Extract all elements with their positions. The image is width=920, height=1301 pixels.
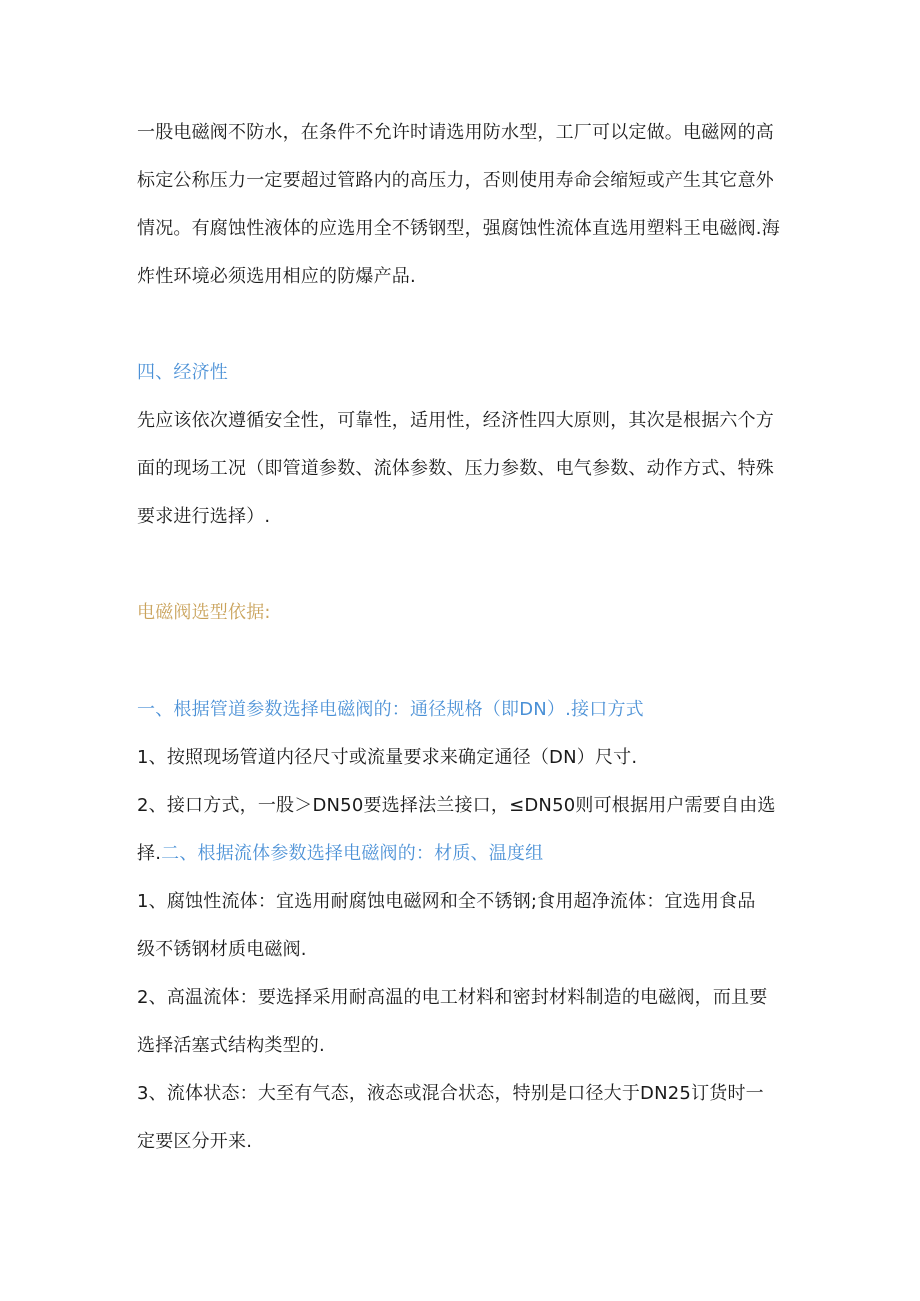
basis-heading: 电磁阀选型依据: [137,602,271,623]
sub1-item2-line2 [137,841,797,867]
sub2-item-line-1: 1、腐蚀性流体：宜选用耐腐蚀电磁网和全不锈钢;食用超净流体：宜选用食品 [137,891,756,912]
paragraph1-line-4: 炸性环境必须选用相应的防爆产品. [137,266,416,287]
section4-line-1: 先应该依次遵循安全性，可靠性，适用性，经济性四大原则，其次是根据六个方 [137,410,774,431]
paragraph1-line-3: 情况。有腐蚀性液体的应选用全不锈钢型，强腐蚀性流体直选用塑料王电磁阀.海 [137,218,780,239]
section4-heading: 四、经济性 [137,362,228,383]
sub2-item-line-2: 级不锈钢材质电磁阀. [137,939,307,960]
section4-line-2: 面的现场工况（即管道参数、流体参数、压力参数、电气参数、动作方式、特殊 [137,458,774,479]
section4-line-3: 要求进行选择）. [137,506,271,527]
sub1-item2-line2-prefix: 择. [137,843,162,864]
sub2-heading-inline: 二、根据流体参数选择电磁阀的：材质、温度组 [161,843,544,864]
sub2-item-line-6: 定要区分开来. [137,1131,253,1152]
paragraph1-line-2: 标定公称压力一定要超过管路内的高压力，否则使用寿命会缩短或产生其它意外 [137,170,774,191]
sub1-heading: 一、根据管道参数选择电磁阀的：通径规格（即DN）.接口方式 [137,699,644,720]
sub2-item-line-4: 选择活塞式结构类型的. [137,1035,325,1056]
sub2-item-line-3: 2、高温流体：要选择采用耐高温的电工材料和密封材料制造的电磁阀，而且要 [137,987,768,1008]
sub1-item2-line1: 2、接口方式，一股＞DN50要选择法兰接口，≤DN50则可根据用户需要自由选 [137,795,776,816]
sub2-item-line-5: 3、流体状态：大至有气态，液态或混合状态，特别是口径大于DN25订货时一 [137,1083,764,1104]
paragraph1-line-1: 一股电磁阀不防水，在条件不允许时请选用防水型，工厂可以定做。电磁网的高 [137,122,774,143]
sub1-item1: 1、按照现场管道内径尺寸或流量要求来确定通径（DN）尺寸. [137,747,638,768]
